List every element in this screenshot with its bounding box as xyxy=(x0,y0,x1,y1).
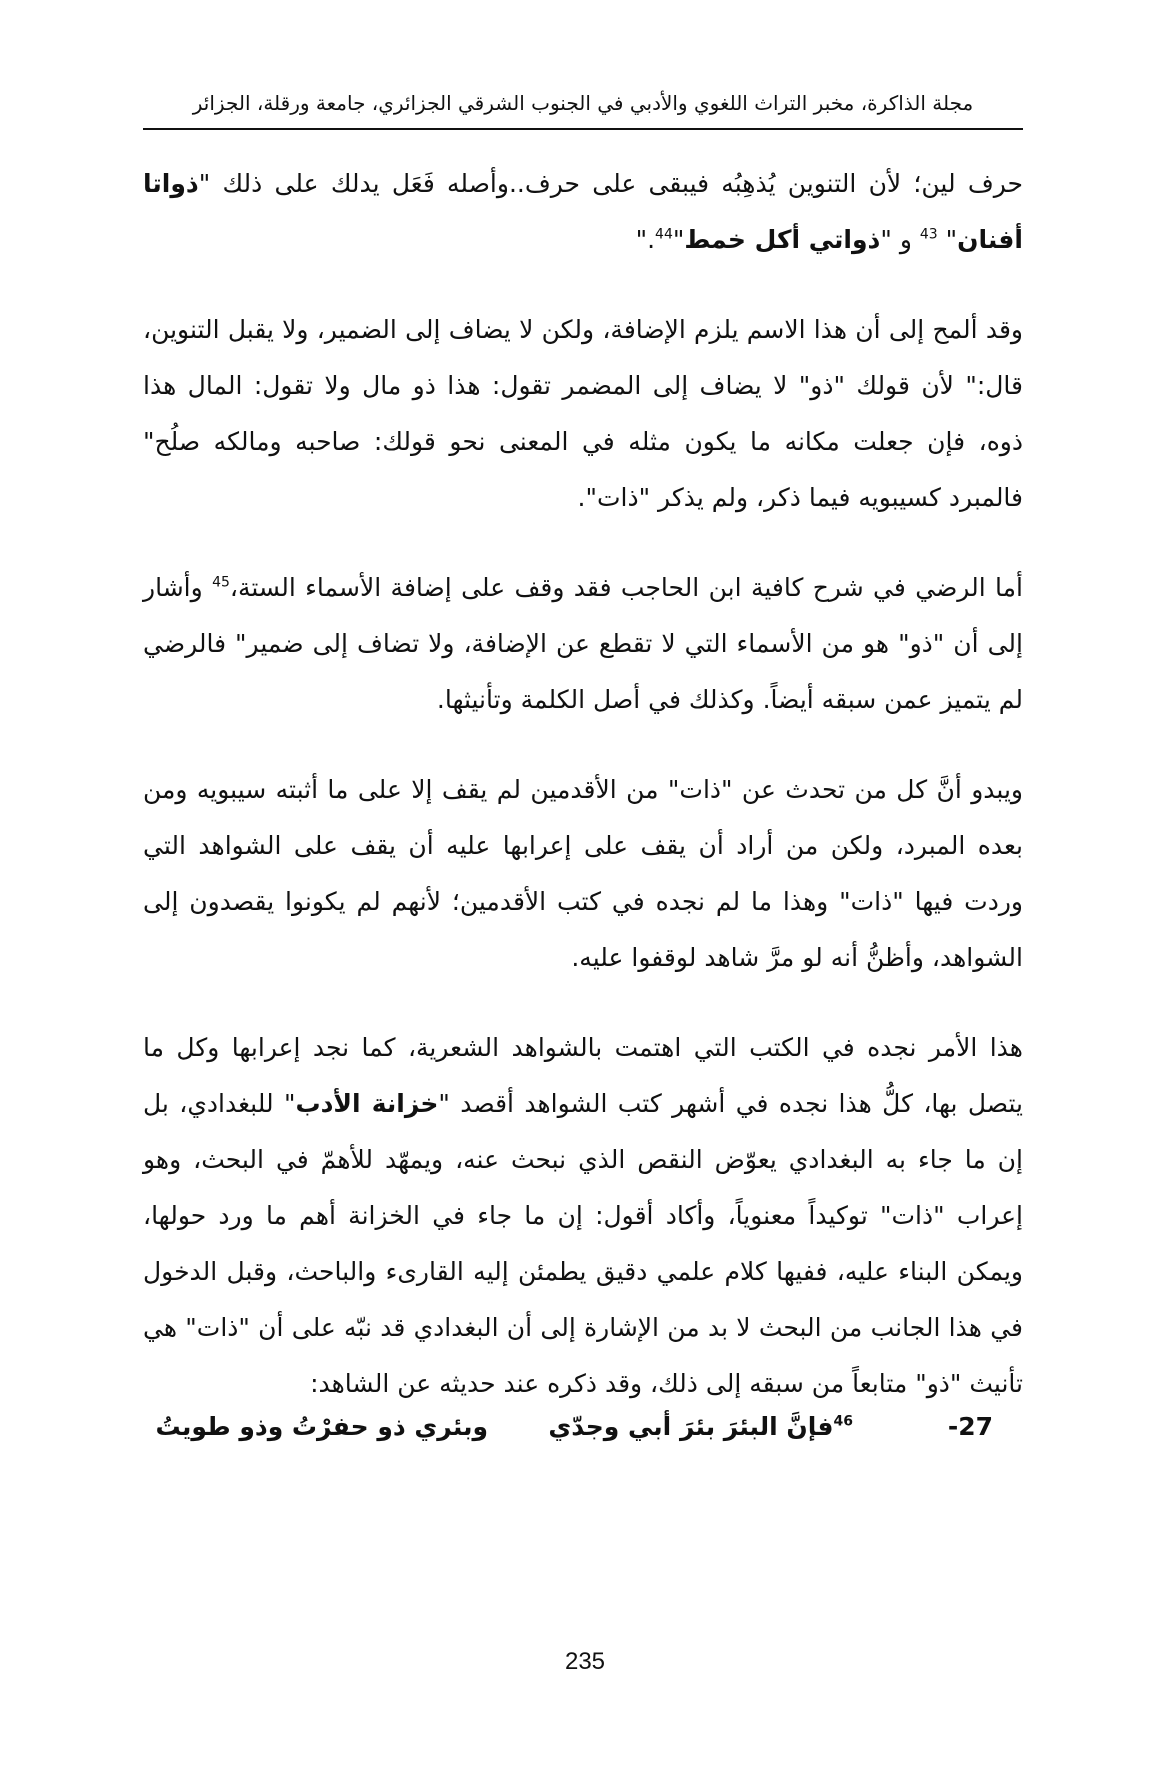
verse-number: 27- xyxy=(947,1412,993,1441)
paragraph-3-text-b: وأشار إلى أن "ذو" هو من الأسماء التي لا تقطع عن الإضافة، ولا تضاف إلى ضمير" فالرضي لم يتميز عمن سبقه أيضاً. وكذلك في أصل الكلمة وتأنيثها. xyxy=(143,573,1023,714)
running-header: مجلة الذاكرة، مخبر التراث اللغوي والأدبي في الجنوب الشرقي الجزائري، جامعة ورقلة، الجزائر xyxy=(192,91,974,115)
poetry-verse xyxy=(143,1412,1023,1462)
paragraph-5-text-b: " للبغدادي، بل إن ما جاء به البغدادي يعوّض النقص الذي نبحث عنه، ويمهّد للأهمّ في البحث، وهو إعراب "ذات" توكيداً معنوياً، وأكاد أقول: إن ما جاء في الخزانة أهم ما ورد حولها، ويمكن البناء عليه، ففيها كلام علمي دقيق يطمئن إليه القارىء والباحث، وقبل الدخول في هذا الجانب من البحث لا بد من الإشارة إلى أن البغدادي قد نبّه على أن "ذات" هي تأنيث "ذو" متابعاً من سبقه إلى ذلك، وقد ذكره عند حديثه عن الشاهد: xyxy=(143,1089,1023,1398)
paragraph-1-text-e: ." xyxy=(635,225,656,254)
quran-quote-2: ذواتي أكل خمط xyxy=(684,225,881,254)
header-rule xyxy=(143,128,1023,130)
paragraph-5 xyxy=(143,1020,1023,1412)
footnote-ref-43[interactable]: 43 xyxy=(919,226,938,243)
article-body xyxy=(143,156,1023,1446)
paragraph-5-text-a: هذا الأمر نجده في الكتب التي اهتمت بالشواهد الشعرية، كما نجد إعرابها وكل ما يتصل بها، كلُّ هذا نجده في أشهر كتب الشواهد أقصد " xyxy=(143,1033,1023,1118)
footnote-ref-45[interactable]: 45 xyxy=(212,574,230,591)
footnote-ref-44[interactable]: 44 xyxy=(655,226,673,243)
paragraph-1-text-c: و " xyxy=(880,225,920,254)
paragraph-3 xyxy=(143,560,1023,728)
footnote-ref-46[interactable]: 46 xyxy=(833,1413,853,1430)
book-title-khizanat-al-adab: خزانة الأدب xyxy=(295,1089,439,1118)
paragraph-2: وقد ألمح إلى أن هذا الاسم يلزم الإضافة، ولكن لا يضاف إلى الضمير، ولا يقبل التنوين، قال:" لأن قولك "ذو" لا يضاف إلى المضمر تقول: هذا ذو مال ولا تقول: المال هذا ذوه، فإن جعلت مكانه ما يكون مثله في المعنى نحو قولك: صاحبه ومالكه صلُح" فالمبرد كسيبويه فيما ذكر، ولم يذكر "ذات". xyxy=(143,315,1023,512)
paragraph-3-text-a: أما الرضي في شرح كافية ابن الحاجب فقد وقف على إضافة الأسماء الستة، xyxy=(229,573,1024,602)
paragraph-1-text-b: " xyxy=(937,225,958,254)
verse-first-hemistich-text: فإنَّ البئرَ بئرَ أبي وجدّي xyxy=(548,1412,834,1441)
paragraph-1-text-d: " xyxy=(672,225,685,254)
paragraph-4: ويبدو أنَّ كل من تحدث عن "ذات" من الأقدمين لم يقف إلا على ما أثبته سيبويه ومن بعده المبرد، ولكن من أراد أن يقف على إعرابها عليه أن يقف على الشواهد التي وردت فيها "ذات" وهذا ما لم نجده في كتب الأقدمين؛ لأنهم لم يكونوا يقصدون إلى الشواهد، وأظنُّ أنه لو مرَّ شاهد لوقفوا عليه. xyxy=(143,775,1023,972)
verse-first-hemistich xyxy=(548,1412,853,1441)
paragraph-1 xyxy=(143,156,1023,268)
verse-second-hemistich: وبئري ذو حفرْتُ وذو طويتُ xyxy=(155,1412,488,1441)
page-number: 235 xyxy=(564,1648,606,1675)
paragraph-1-text-a: حرف لين؛ لأن التنوين يُذهِبُه فيبقى على حرف..وأصله فَعَل يدلك على ذلك " xyxy=(198,169,1023,198)
quran-quote-1: ذواتا أفنان xyxy=(143,169,1023,254)
